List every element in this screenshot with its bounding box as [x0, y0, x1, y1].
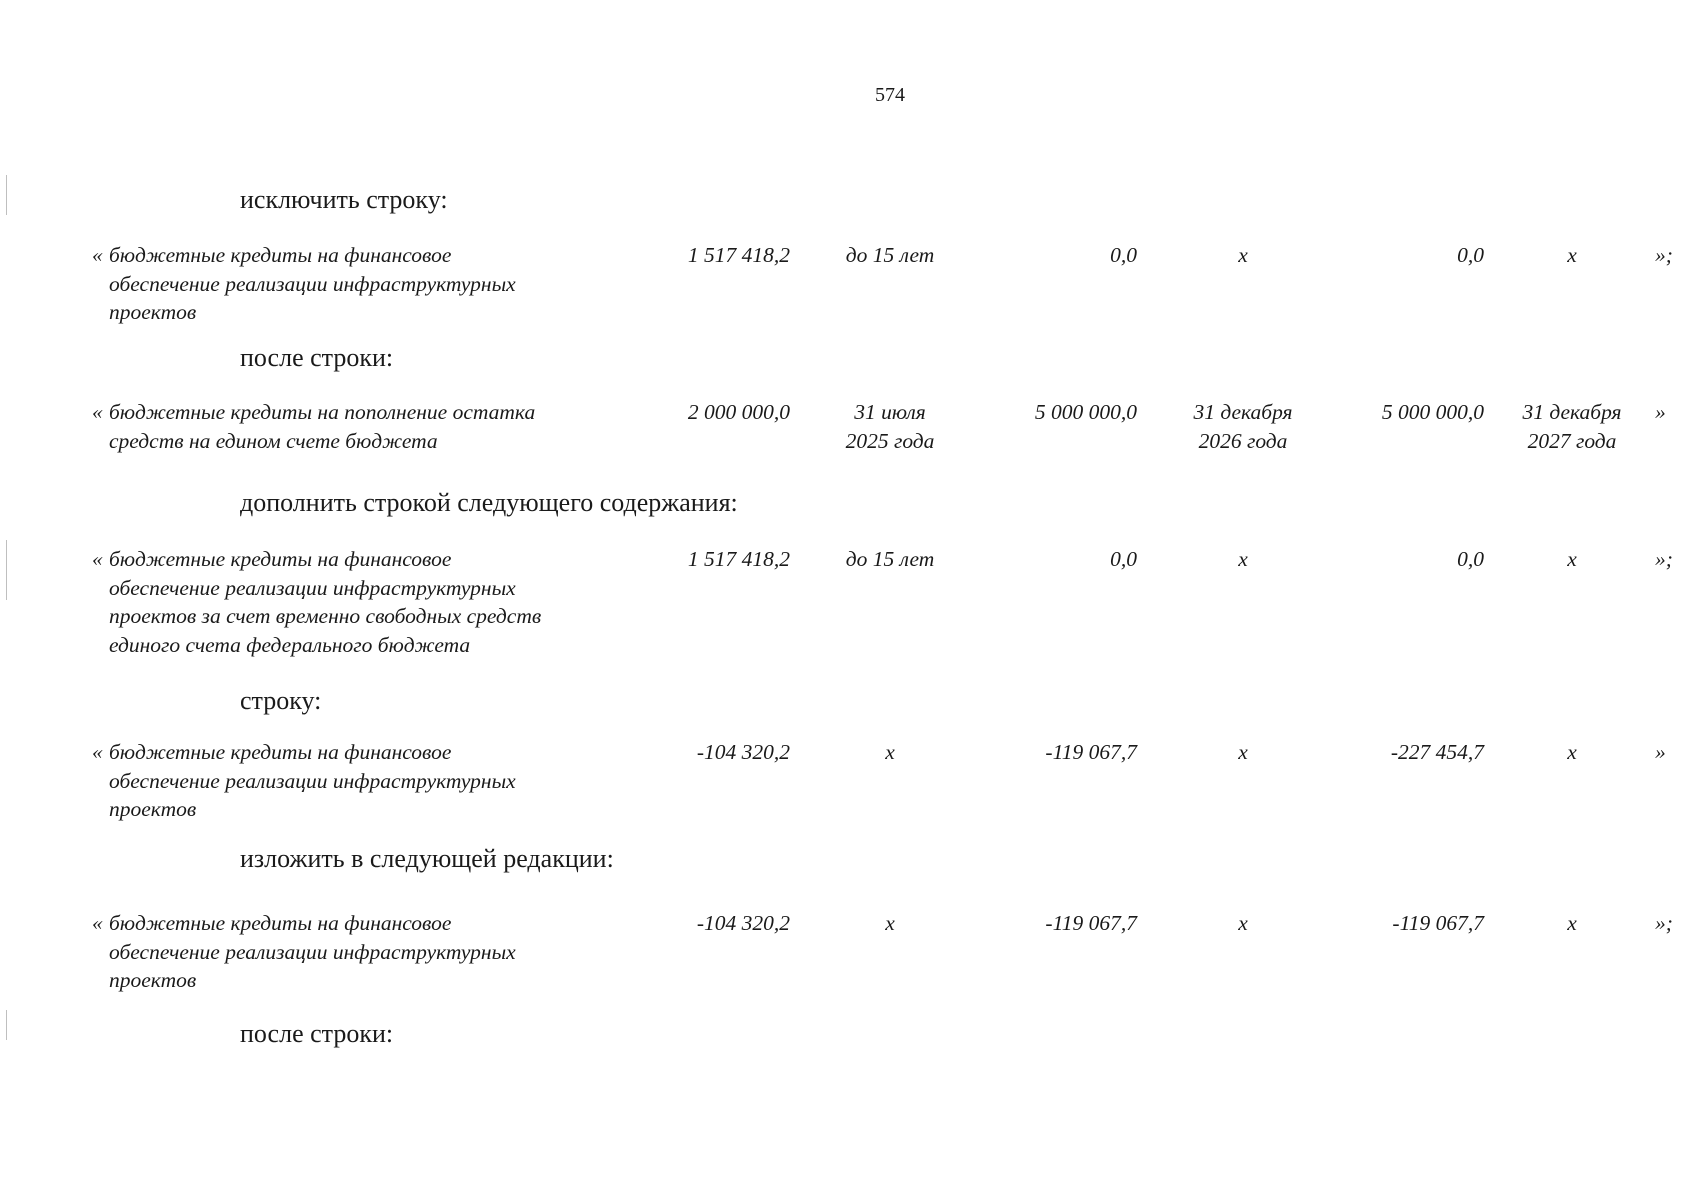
term-2027	[1502, 738, 1642, 767]
term-line: 2025 года	[845, 428, 935, 453]
term-line: до 15 лет	[845, 243, 935, 267]
term-line: 31 декабря	[1193, 400, 1293, 424]
term-2025	[812, 738, 968, 767]
term-2027	[1502, 909, 1642, 938]
term-line: до 15 лет	[845, 547, 935, 571]
term-line: х	[1238, 547, 1248, 571]
open-quote: «	[92, 243, 103, 267]
term-2025	[812, 398, 968, 455]
scan-artifact	[6, 1010, 7, 1040]
instruction-exclude-row: исключить строку:	[240, 185, 448, 214]
term-line: х	[1567, 911, 1577, 935]
row-name-line: проектов	[109, 797, 197, 821]
row-name	[109, 909, 629, 995]
row-name-line: обеспечение реализации инфраструктурных	[109, 768, 516, 793]
amount-2027: -227 454,7	[1390, 740, 1484, 764]
amount-2025: -104 320,2	[696, 911, 790, 935]
term-2027	[1502, 545, 1642, 574]
term-line: х	[1238, 740, 1248, 764]
row-name-line: средств на едином счете бюджета	[109, 428, 438, 453]
term-2027	[1502, 241, 1642, 270]
instruction-restate: изложить в следующей редакции:	[240, 844, 614, 873]
row-name-line: обеспечение реализации инфраструктурных	[109, 575, 516, 600]
term-2027	[1502, 398, 1642, 455]
term-line: х	[1567, 547, 1577, 571]
row-name-line: единого счета федерального бюджета	[109, 632, 471, 657]
page-number: 574	[875, 84, 905, 106]
row-name-line: обеспечение реализации инфраструктурных	[109, 271, 516, 296]
open-quote: «	[92, 547, 103, 571]
instruction-row: строку:	[240, 686, 322, 715]
instruction-add-row: дополнить строкой следующего содержания:	[240, 488, 738, 517]
term-line: х	[1238, 911, 1248, 935]
scan-artifact	[6, 175, 7, 215]
amount-2026: -119 067,7	[1045, 740, 1137, 764]
row-name	[109, 738, 629, 824]
row-name-line: бюджетные кредиты на пополнение остатка	[109, 400, 536, 424]
term-line: х	[885, 740, 895, 764]
open-quote: «	[92, 400, 103, 424]
row-name	[109, 398, 629, 455]
close-quote: »;	[1655, 547, 1673, 571]
amount-2027: -119 067,7	[1392, 911, 1484, 935]
term-line: 2026 года	[1198, 428, 1288, 453]
term-2026	[1165, 241, 1321, 270]
row-name-line: бюджетные кредиты на финансовое	[109, 547, 452, 571]
term-line: х	[885, 911, 895, 935]
row-name-line: бюджетные кредиты на финансовое	[109, 911, 452, 935]
term-2026	[1165, 738, 1321, 767]
amount-2026: 0,0	[1110, 547, 1137, 571]
term-line: 31 декабря	[1522, 400, 1622, 424]
amount-2025: -104 320,2	[696, 740, 790, 764]
amount-2027: 0,0	[1457, 547, 1484, 571]
term-2025	[812, 909, 968, 938]
row-name-line: бюджетные кредиты на финансовое	[109, 243, 452, 267]
open-quote: «	[92, 911, 103, 935]
term-2025	[812, 545, 968, 574]
row-name-line: проектов	[109, 968, 197, 992]
row-name-line: обеспечение реализации инфраструктурных	[109, 939, 516, 964]
instruction-after-row: после строки:	[240, 343, 394, 372]
row-name-line: проектов за счет временно свободных средств	[109, 604, 542, 628]
amount-2025: 1 517 418,2	[687, 547, 790, 571]
amount-2026: -119 067,7	[1045, 911, 1137, 935]
term-line: 31 июля	[854, 400, 926, 424]
open-quote: «	[92, 740, 103, 764]
term-2026	[1165, 398, 1321, 455]
close-quote: »;	[1655, 911, 1673, 935]
term-line: х	[1567, 243, 1577, 267]
term-2026	[1165, 545, 1321, 574]
amount-2027: 5 000 000,0	[1381, 400, 1484, 424]
amount-2027: 0,0	[1457, 243, 1484, 267]
amount-2025: 2 000 000,0	[687, 400, 790, 424]
instruction-after-row: после строки:	[240, 1019, 394, 1048]
scan-artifact	[6, 540, 7, 600]
row-name-line: проектов	[109, 300, 197, 324]
term-line: х	[1238, 243, 1248, 267]
amount-2026: 0,0	[1110, 243, 1137, 267]
amount-2025: 1 517 418,2	[687, 243, 790, 267]
term-line: 2027 года	[1527, 428, 1617, 453]
close-quote: »	[1655, 740, 1666, 764]
close-quote: »	[1655, 400, 1666, 424]
row-name	[109, 241, 629, 327]
row-name-line: бюджетные кредиты на финансовое	[109, 740, 452, 764]
row-name	[109, 545, 629, 659]
amount-2026: 5 000 000,0	[1034, 400, 1137, 424]
term-2026	[1165, 909, 1321, 938]
term-line: х	[1567, 740, 1577, 764]
close-quote: »;	[1655, 243, 1673, 267]
term-2025	[812, 241, 968, 270]
